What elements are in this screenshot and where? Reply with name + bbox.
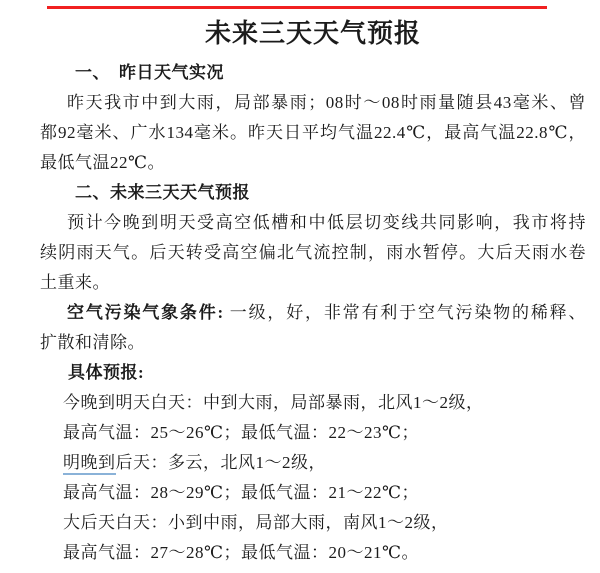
outlook-paragraph-line-2: 续阴雨天气。后天转受高空偏北气流控制，雨水暂停。大后天雨水卷 bbox=[40, 243, 586, 262]
yesterday-paragraph-line-3: 最低气温22℃。 bbox=[40, 153, 166, 172]
yesterday-paragraph-line-1: 昨天我市中到大雨，局部暴雨；08时～08时雨量随县43毫米、曾 bbox=[67, 93, 586, 112]
top-divider-rule bbox=[47, 6, 547, 9]
section-heading-three-day-forecast: 二、未来三天天气预报 bbox=[75, 183, 250, 202]
forecast-tomorrow-night-line bbox=[40, 448, 586, 478]
weather-forecast-document bbox=[40, 14, 586, 568]
subheading-detailed-forecast: 具体预报: bbox=[68, 363, 145, 382]
air-pollution-line-1 bbox=[40, 298, 586, 328]
yesterday-paragraph-line-2: 都92毫米、广水134毫米。昨天日平均气温22.4℃，最高气温22.8℃， bbox=[40, 123, 586, 142]
forecast-temps-line-1: 最高气温：25～26℃；最低气温：22～23℃； bbox=[63, 423, 420, 442]
forecast-tomorrow-night-rest: 后天：多云，北风1～2级， bbox=[115, 453, 326, 472]
section-heading-yesterday-weather: 一、 昨日天气实况 bbox=[75, 63, 224, 82]
underlined-text: 明晚到 bbox=[63, 453, 116, 475]
document-title: 未来三天天气预报 bbox=[204, 19, 421, 48]
outlook-paragraph-line-3: 土重来。 bbox=[40, 273, 110, 292]
forecast-temps-line-2: 最高气温：28～29℃；最低气温：21～22℃； bbox=[63, 483, 420, 502]
air-pollution-line-2: 扩散和清除。 bbox=[40, 333, 145, 352]
forecast-tonight-tomorrow-line: 今晚到明天白天：中到大雨，局部暴雨，北风1～2级， bbox=[63, 393, 484, 412]
forecast-temps-line-3: 最高气温：27～28℃；最低气温：20～21℃。 bbox=[63, 543, 420, 562]
outlook-paragraph-line-1: 预计今晚到明天受高空低槽和中低层切变线共同影响，我市将持 bbox=[67, 213, 586, 232]
air-pollution-text: 一级，好，非常有利于空气污染物的稀释、 bbox=[223, 303, 586, 322]
forecast-day-after-line: 大后天白天：小到中雨，局部大雨，南风1～2级， bbox=[63, 513, 449, 532]
air-pollution-label: 空气污染气象条件: bbox=[67, 303, 224, 322]
